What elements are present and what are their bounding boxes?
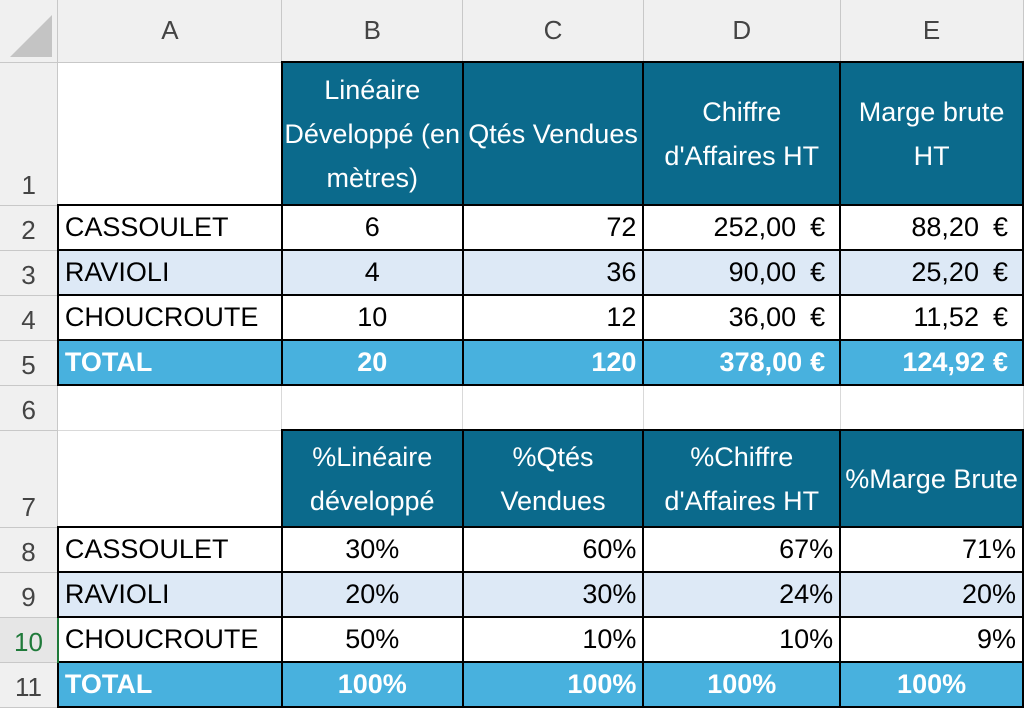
cell-b10[interactable]: 50%	[282, 617, 463, 662]
currency-symbol: €	[810, 302, 826, 332]
column-header-e[interactable]: E	[840, 0, 1023, 62]
currency-symbol: €	[992, 257, 1008, 287]
cell-a10[interactable]: CHOUCROUTE	[58, 617, 282, 662]
cell-c5-total[interactable]: 120	[463, 340, 644, 385]
currency-symbol: €	[810, 347, 826, 377]
value: 378,00	[719, 347, 803, 377]
cell-a9[interactable]: RAVIOLI	[58, 572, 282, 617]
column-header-c[interactable]: C	[463, 0, 644, 62]
row-header-11[interactable]: 11	[0, 662, 58, 707]
currency-symbol: €	[810, 257, 826, 287]
cell-c10[interactable]: 10%	[463, 617, 644, 662]
cell-e3[interactable]	[840, 250, 1023, 295]
cell-b4[interactable]: 10	[282, 295, 463, 340]
cell-b3[interactable]: 4	[282, 250, 463, 295]
row-header-9[interactable]: 9	[0, 572, 58, 617]
cell-b9[interactable]: 20%	[282, 572, 463, 617]
value: 124,92	[902, 347, 985, 377]
cell-d9[interactable]: 24%	[643, 572, 840, 617]
value: 36,00	[728, 302, 797, 332]
cell-e1-header[interactable]: Marge brute HT	[840, 62, 1023, 205]
cell-d1-header[interactable]: Chiffre d'Affaires HT	[643, 62, 840, 205]
cell-a6[interactable]	[58, 385, 282, 430]
cell-b8[interactable]: 30%	[282, 527, 463, 572]
currency-symbol: €	[992, 302, 1008, 332]
cell-c8[interactable]: 60%	[463, 527, 644, 572]
cell-c11-total[interactable]: 100%	[463, 662, 644, 707]
cell-a4[interactable]: CHOUCROUTE	[58, 295, 282, 340]
value: 11,52	[913, 302, 979, 332]
cell-d8[interactable]: 67%	[643, 527, 840, 572]
cell-c9[interactable]: 30%	[463, 572, 644, 617]
cell-c1-header[interactable]: Qtés Vendues	[463, 62, 644, 205]
cell-e5-total[interactable]	[840, 340, 1023, 385]
cell-e7-header[interactable]: %Marge Brute	[840, 430, 1023, 527]
cell-a7[interactable]	[58, 430, 282, 527]
cell-c2[interactable]: 72	[463, 205, 644, 250]
cell-c3[interactable]: 36	[463, 250, 644, 295]
cell-a1[interactable]	[58, 62, 282, 205]
row-header-3[interactable]: 3	[0, 250, 58, 295]
row-header-6[interactable]: 6	[0, 385, 58, 430]
cell-b6[interactable]	[282, 385, 463, 430]
select-all-corner[interactable]	[0, 0, 58, 62]
row-header-1[interactable]: 1	[0, 62, 58, 205]
cell-e9[interactable]: 20%	[840, 572, 1023, 617]
cell-d11-total[interactable]: 100%	[643, 662, 840, 707]
cell-d7-header[interactable]: %Chiffre d'Affaires HT	[643, 430, 840, 527]
cell-e4[interactable]	[840, 295, 1023, 340]
cell-a5-total[interactable]: TOTAL	[58, 340, 282, 385]
currency-symbol: €	[992, 347, 1008, 377]
column-header-b[interactable]: B	[282, 0, 463, 62]
cell-e8[interactable]: 71%	[840, 527, 1023, 572]
cell-b11-total[interactable]: 100%	[282, 662, 463, 707]
row-header-4[interactable]: 4	[0, 295, 58, 340]
row-header-8[interactable]: 8	[0, 527, 58, 572]
cell-a2[interactable]: CASSOULET	[58, 205, 282, 250]
cell-d3[interactable]	[643, 250, 840, 295]
cell-b2[interactable]: 6	[282, 205, 463, 250]
row-header-2[interactable]: 2	[0, 205, 58, 250]
cell-d6[interactable]	[643, 385, 840, 430]
cell-e2[interactable]	[840, 205, 1023, 250]
column-header-d[interactable]: D	[643, 0, 840, 62]
cell-c6[interactable]	[463, 385, 644, 430]
cell-a8[interactable]: CASSOULET	[58, 527, 282, 572]
cell-e11-total[interactable]: 100%	[840, 662, 1023, 707]
cell-b1-header[interactable]: Linéaire Développé (en mètres)	[282, 62, 463, 205]
cell-e6[interactable]	[840, 385, 1023, 430]
cell-d2[interactable]	[643, 205, 840, 250]
cell-d4[interactable]	[643, 295, 840, 340]
row-header-10[interactable]: 10	[0, 617, 58, 662]
row-header-7[interactable]: 7	[0, 430, 58, 527]
value: 88,20	[911, 212, 979, 242]
value: 252,00	[713, 212, 797, 242]
cell-d10[interactable]: 10%	[643, 617, 840, 662]
value: 25,20	[911, 257, 979, 287]
cell-a11-total[interactable]: TOTAL	[58, 662, 282, 707]
cell-b7-header[interactable]: %Linéaire développé	[282, 430, 463, 527]
cell-c7-header[interactable]: %Qtés Vendues	[463, 430, 644, 527]
cell-a3[interactable]: RAVIOLI	[58, 250, 282, 295]
row-header-5[interactable]: 5	[0, 340, 58, 385]
cell-d5-total[interactable]	[643, 340, 840, 385]
value: 90,00	[728, 257, 797, 287]
cell-c4[interactable]: 12	[463, 295, 644, 340]
currency-symbol: €	[992, 212, 1008, 242]
cell-b5-total[interactable]: 20	[282, 340, 463, 385]
column-header-a[interactable]: A	[58, 0, 282, 62]
cell-e10[interactable]: 9%	[840, 617, 1023, 662]
currency-symbol: €	[810, 212, 826, 242]
